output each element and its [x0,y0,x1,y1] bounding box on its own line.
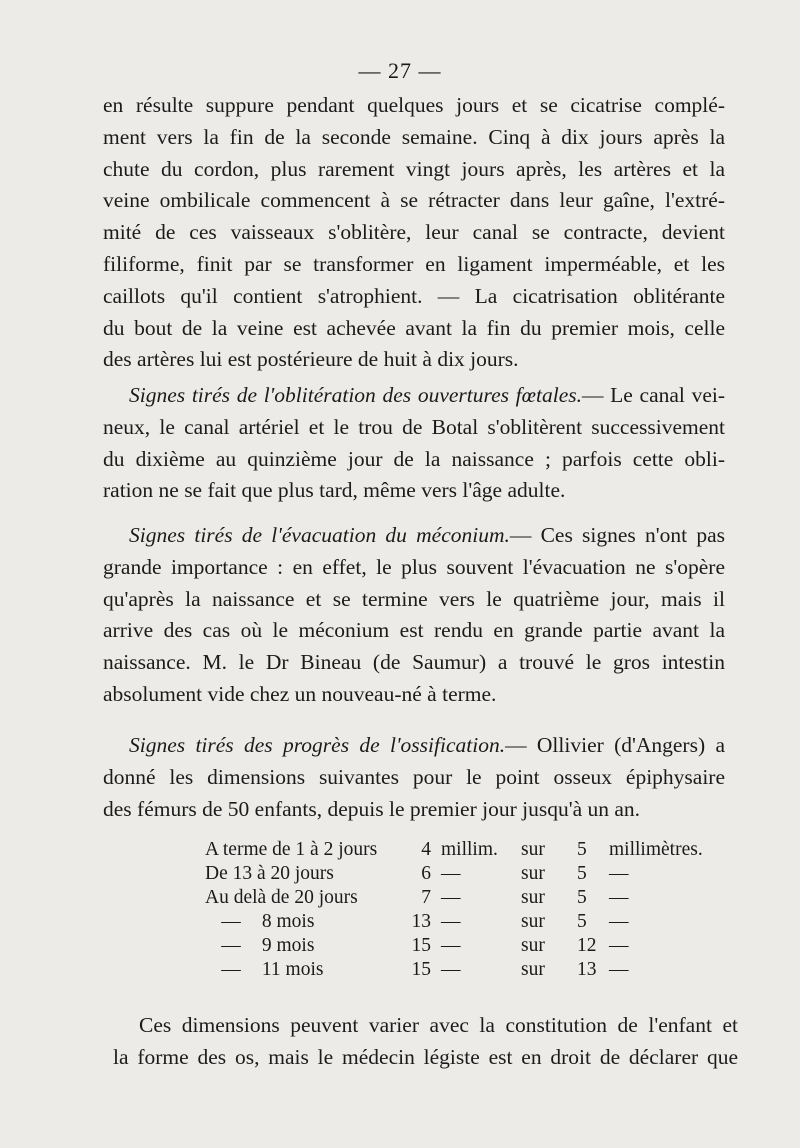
unit2-cell: — [609,935,629,956]
text-line: des fémurs de 50 enfants, depuis le premier jour jusqu'à un an. [103,796,641,821]
text-line: grande importance : en effet, le plus souvent l'évacuation ne s'opère [103,554,725,579]
sur-cell: sur [521,935,545,956]
sur-cell: sur [521,887,545,908]
ditto-dash: — [221,959,241,980]
table-row [205,910,759,934]
children-cell: 12 [577,935,597,956]
text-line: naissance. M. le Dr Bineau (de Saumur) a trouvé le gros intestin [103,650,725,675]
text-line: mité de ces vaisseaux s'oblitère, leur canal se contracte, devient [103,220,725,245]
heading-continuation: — Ces signes n'ont pas [509,523,725,547]
ditto-dash: — [221,935,241,956]
table-row [205,862,759,886]
section-heading: Signes tirés de l'évacuation du méconium. [129,523,510,547]
unit2-cell: — [609,911,629,932]
ossification-table [205,838,759,982]
text-line: caillots qu'il contient s'atrophient. — La cicatrisation oblitérante [103,283,725,308]
paragraph-ossification [103,730,725,825]
size-cell: 7 [421,887,431,908]
text-line: des artères lui est postérieure de huit à dix jours. [103,347,519,372]
text-line: la forme des os, mais le médecin légiste est en droit de déclarer que [113,1044,738,1069]
text-line: chute du cordon, plus rarement vingt jours après, les artères et la [103,156,725,181]
age-cell: A terme de 1 à 2 jours [205,839,378,860]
text-line: arrive des cas où le méconium est rendu en grande partie avant la [103,618,725,643]
children-cell: 13 [577,959,597,980]
table-row [205,886,759,910]
age-cell [205,958,405,982]
unit2-cell: — [609,887,629,908]
children-cell: 5 [577,887,587,908]
unit-cell: — [441,887,461,908]
sur-cell: sur [521,959,545,980]
text-line: absolument vide chez un nouveau-né à terme. [103,681,497,706]
text-line: veine ombilicale commencent à se rétracter dans leur gaîne, l'extré- [103,188,725,213]
unit-cell: — [441,911,461,932]
heading-continuation: — Le canal vei- [581,383,725,407]
age-cell [205,910,405,934]
size-cell: 15 [411,959,431,980]
unit-cell: — [441,959,461,980]
text-line: ration ne se fait que plus tard, même vers l'âge adulte. [103,478,566,503]
age-label: 11 mois [261,959,324,980]
size-cell: 13 [411,911,431,932]
section-heading: Signes tirés des progrès de l'ossification. [129,733,506,757]
age-label: 8 mois [261,911,315,932]
text-line [103,380,725,412]
unit-cell: — [441,863,461,884]
text-line: Ces dimensions peuvent varier avec la constitution de l'enfant et [139,1013,738,1037]
paragraph-dimensions [113,1010,738,1074]
text-line: qu'après la naissance et se termine vers le quatrième jour, mais il [103,586,725,611]
unit2-cell: — [609,863,629,884]
paragraph-foetal-openings [103,380,725,507]
children-cell: 5 [577,839,587,860]
text-line [103,520,725,552]
table-row [205,958,759,982]
unit-cell: — [441,935,461,956]
children-cell: 5 [577,863,587,884]
text-line [103,730,725,762]
table-row [205,838,759,862]
ditto-dash: — [221,911,241,932]
text-line: du dixième au quinzième jour de la naissance ; parfois cette obli- [103,446,725,471]
unit2-cell: — [609,959,629,980]
age-cell [205,934,405,958]
text-line: en résulte suppure pendant quelques jours et se cicatrise complé- [103,93,725,117]
unit2-cell: millimètres. [609,839,703,860]
paragraph-umbilical [103,90,725,376]
section-heading: Signes tirés de l'oblitération des ouvertures fœtales. [129,383,582,407]
text-line: neux, le canal artériel et le trou de Botal s'oblitèrent successivement [103,414,725,439]
text-line: donné les dimensions suivantes pour le point osseux épiphysaire [103,764,725,789]
size-cell: 4 [421,839,431,860]
children-cell: 5 [577,911,587,932]
text-line: du bout de la veine est achevée avant la fin du premier mois, celle [103,315,725,340]
paragraph-meconium [103,520,725,711]
text-line: filiforme, finit par se transformer en ligament imperméable, et les [103,251,725,276]
size-cell: 15 [411,935,431,956]
sur-cell: sur [521,863,545,884]
age-label: 9 mois [261,935,315,956]
unit-cell: millim. [441,839,498,860]
size-cell: 6 [421,863,431,884]
table-row [205,934,759,958]
sur-cell: sur [521,839,545,860]
page-number: — 27 — [358,58,442,83]
age-cell: Au delà de 20 jours [205,887,358,908]
heading-continuation: — Ollivier (d'Angers) a [505,733,725,757]
sur-cell: sur [521,911,545,932]
text-line: ment vers la fin de la seconde semaine. Cinq à dix jours après la [103,124,725,149]
age-cell: De 13 à 20 jours [205,863,334,884]
